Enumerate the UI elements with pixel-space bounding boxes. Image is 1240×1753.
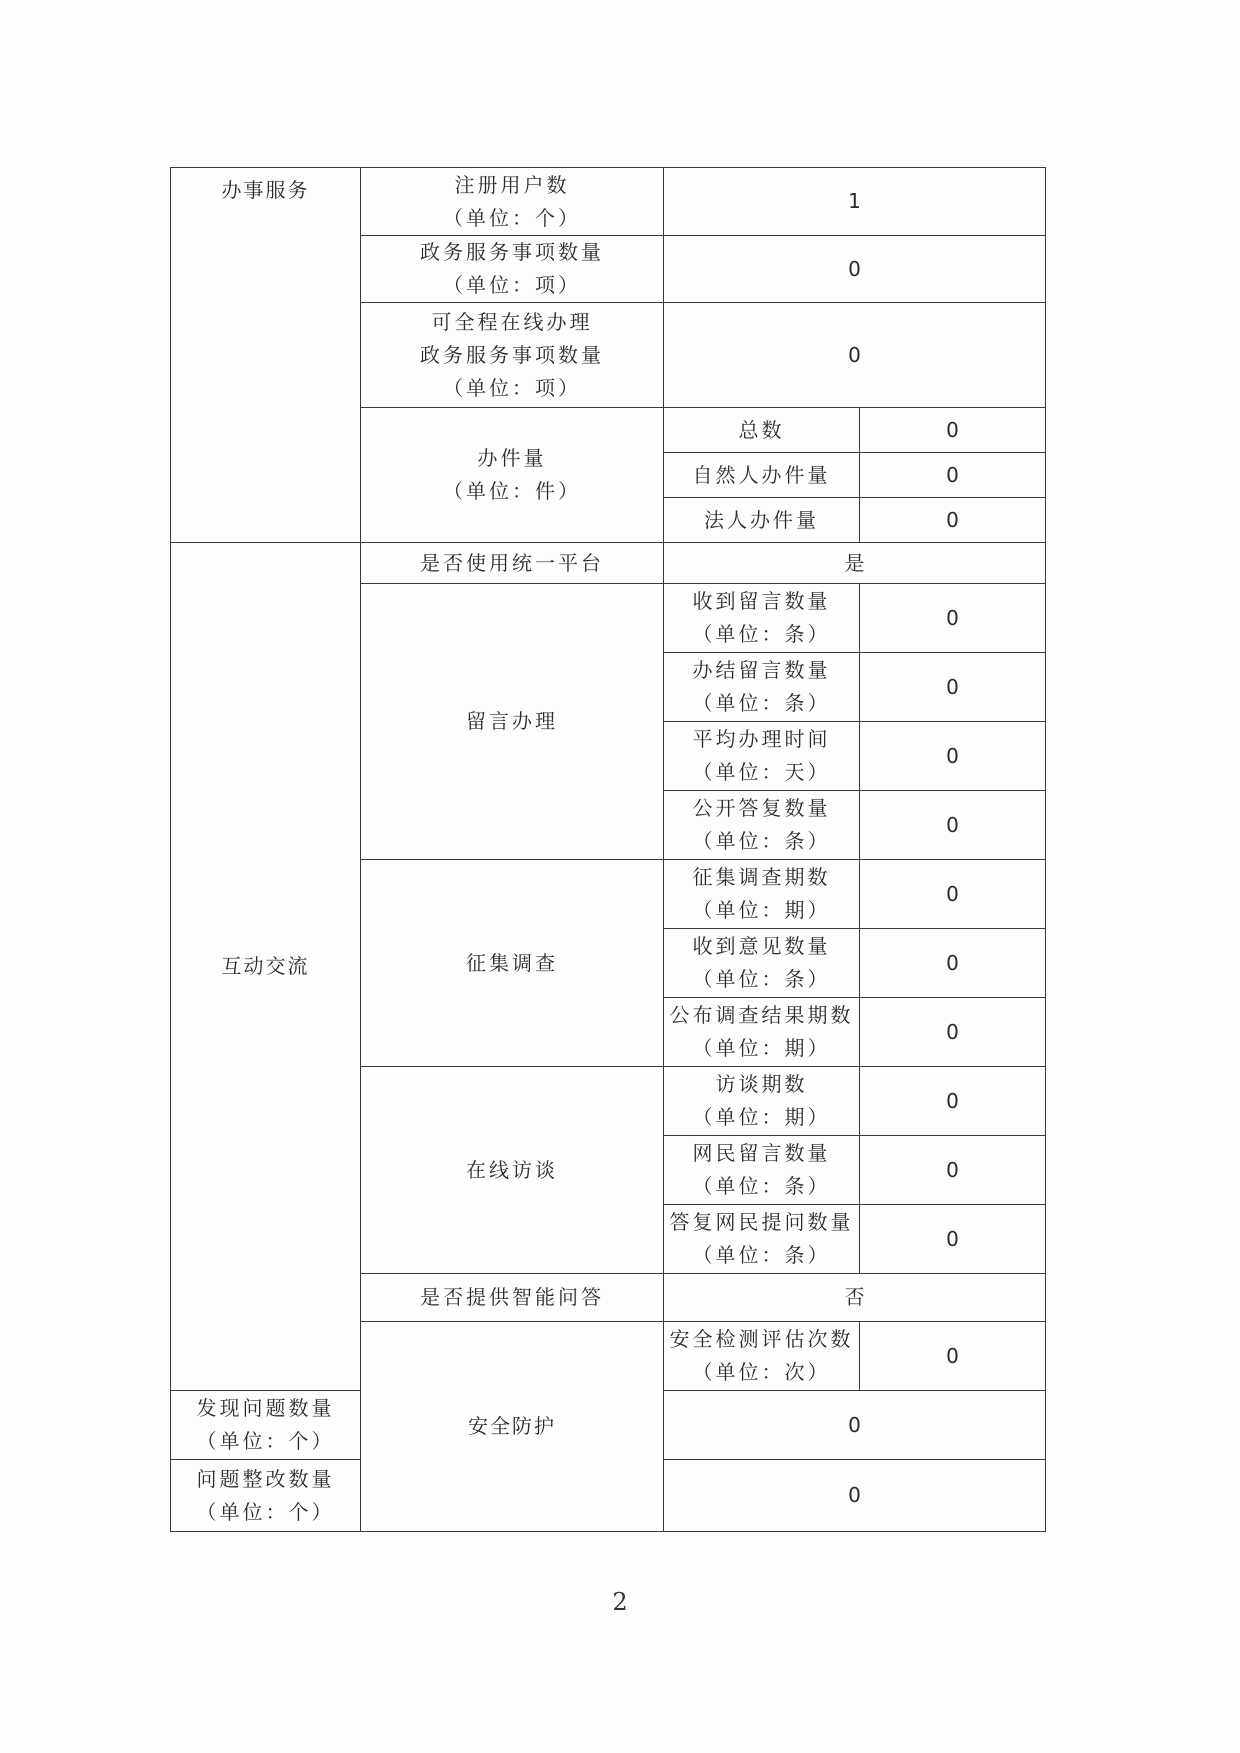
- value-issues-found: 0: [664, 1391, 1046, 1460]
- category-service: 办事服务: [171, 168, 361, 543]
- label-service-items: [361, 236, 664, 303]
- label-unit: （单位：个）: [196, 1429, 335, 1453]
- label-unit: （单位：期）: [692, 1036, 831, 1060]
- label-unit: （单位：件）: [443, 479, 581, 503]
- label-unit: （单位：项）: [443, 273, 581, 297]
- label-surveys: 征集调查: [361, 860, 664, 1067]
- label-unit: （单位：个）: [196, 1499, 335, 1524]
- value-messages-received: 0: [860, 584, 1046, 653]
- page-number: 2: [612, 1588, 628, 1616]
- label-unit: （单位：条）: [692, 622, 831, 646]
- label-online-items: [361, 303, 664, 408]
- value-messages-public: 0: [860, 791, 1046, 860]
- label-main: 收到留言数量: [692, 589, 831, 613]
- sublabel-messages-public: [664, 791, 860, 860]
- value-surveys-results: 0: [860, 998, 1046, 1067]
- label-unit: （单位：条）: [692, 1174, 831, 1198]
- value-cases-natural: 0: [860, 453, 1046, 498]
- value-messages-completed: 0: [860, 653, 1046, 722]
- value-online-items: 0: [664, 303, 1046, 408]
- table-row: [171, 543, 1046, 584]
- label-main: 公布调查结果期数: [669, 1003, 854, 1027]
- sublabel-cases-total: 总数: [664, 408, 860, 453]
- label-interviews: 在线访谈: [361, 1067, 664, 1274]
- sublabel-interviews-periods: [664, 1067, 860, 1136]
- label-main: 政务服务事项数量: [420, 240, 604, 264]
- label-unit: （单位：个）: [443, 205, 581, 230]
- label-main: 发现问题数量: [196, 1396, 335, 1420]
- value-messages-avg-time: 0: [860, 722, 1046, 791]
- label-issues-fixed: [171, 1460, 361, 1532]
- label-main: 收到意见数量: [692, 934, 831, 958]
- label-main: 安全检测评估次数: [669, 1327, 854, 1351]
- label-registered-users: [361, 168, 664, 236]
- label-unit: （单位：天）: [692, 760, 831, 784]
- table-row: [171, 168, 1046, 236]
- sublabel-surveys-opinions: [664, 929, 860, 998]
- label-main: 网民留言数量: [692, 1141, 831, 1165]
- value-surveys-periods: 0: [860, 860, 1046, 929]
- sublabel-messages-completed: [664, 653, 860, 722]
- label-assessments: [664, 1322, 860, 1391]
- label-main: 公开答复数量: [692, 796, 831, 820]
- label-unit: （单位：条）: [692, 967, 831, 991]
- label-main: 注册用户数: [454, 172, 570, 197]
- value-surveys-opinions: 0: [860, 929, 1046, 998]
- label-main: 可全程在线办理: [431, 309, 593, 334]
- value-interviews-periods: 0: [860, 1067, 1046, 1136]
- sublabel-messages-avg-time: [664, 722, 860, 791]
- label-main: 办结留言数量: [692, 658, 831, 682]
- label-main: 访谈期数: [715, 1072, 808, 1096]
- sublabel-interviews-messages: [664, 1136, 860, 1205]
- category-interaction: 互动交流: [171, 543, 361, 1391]
- label-main: 征集调查期数: [692, 865, 831, 889]
- value-assessments: 0: [860, 1322, 1046, 1391]
- value-service-items: 0: [664, 236, 1046, 303]
- value-interviews-replies: 0: [860, 1205, 1046, 1274]
- label-main: 政务服务事项数量: [420, 342, 604, 367]
- sublabel-cases-natural: 自然人办件量: [664, 453, 860, 498]
- label-unit: （单位：期）: [692, 898, 831, 922]
- value-registered-users: 1: [664, 168, 1046, 236]
- label-issues-found: [171, 1391, 361, 1460]
- sublabel-messages-received: [664, 584, 860, 653]
- label-unified-platform: 是否使用统一平台: [361, 543, 664, 584]
- label-main: 办件量: [477, 446, 547, 470]
- value-unified-platform: 是: [664, 543, 1046, 584]
- sublabel-interviews-replies: [664, 1205, 860, 1274]
- label-main: 问题整改数量: [196, 1466, 335, 1491]
- label-smart-qa: 是否提供智能问答: [361, 1274, 664, 1322]
- label-unit: （单位：条）: [692, 1243, 831, 1267]
- sublabel-surveys-periods: [664, 860, 860, 929]
- value-cases-total: 0: [860, 408, 1046, 453]
- label-unit: （单位：项）: [443, 375, 581, 400]
- label-unit: （单位：次）: [692, 1360, 831, 1384]
- label-unit: （单位：条）: [692, 829, 831, 853]
- label-unit: （单位：期）: [692, 1105, 831, 1129]
- sublabel-cases-legal: 法人办件量: [664, 498, 860, 543]
- category-security: 安全防护: [361, 1322, 664, 1532]
- value-cases-legal: 0: [860, 498, 1046, 543]
- value-issues-fixed: 0: [664, 1460, 1046, 1532]
- label-messages: 留言办理: [361, 584, 664, 860]
- value-interviews-messages: 0: [860, 1136, 1046, 1205]
- label-main: 答复网民提问数量: [669, 1210, 854, 1234]
- label-cases: [361, 408, 664, 543]
- statistics-table: [170, 167, 1046, 1532]
- label-main: 平均办理时间: [692, 727, 831, 751]
- sublabel-surveys-results: [664, 998, 860, 1067]
- value-smart-qa: 否: [664, 1274, 1046, 1322]
- label-unit: （单位：条）: [692, 691, 831, 715]
